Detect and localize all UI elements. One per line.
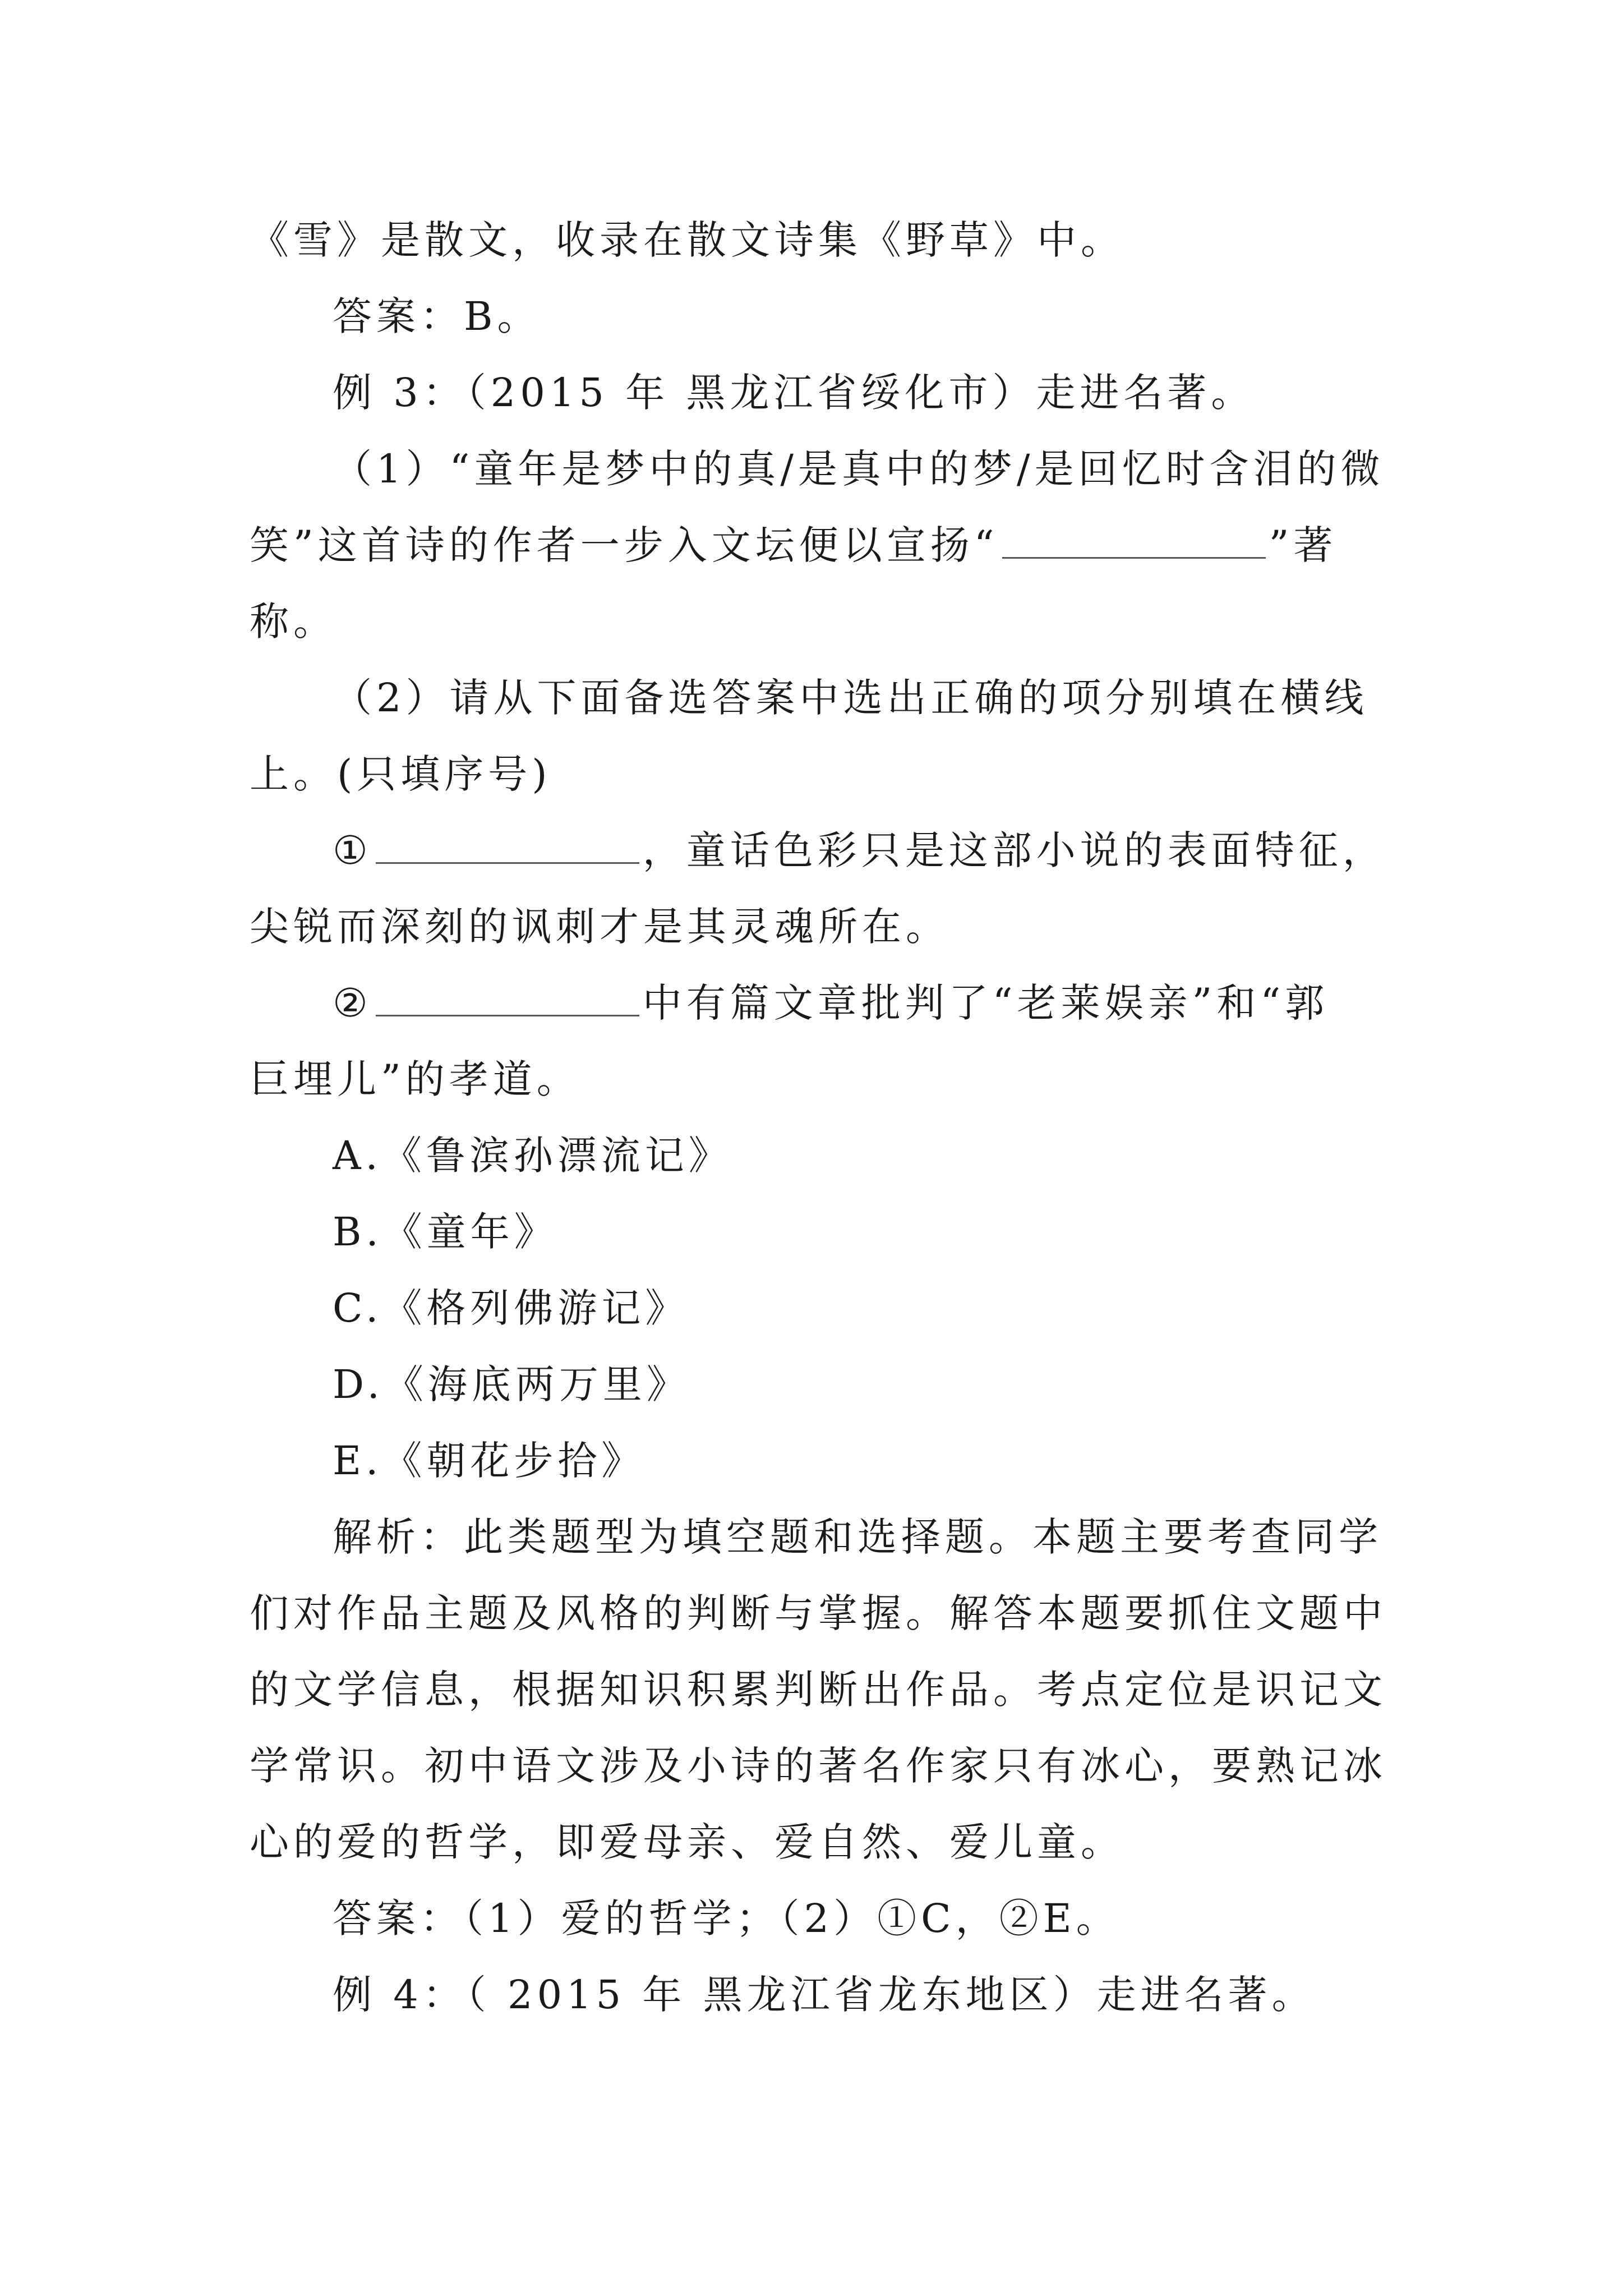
text-segment: ，童话色彩只是这部小说的表面特征， <box>642 827 1386 873</box>
answer-blank <box>376 823 639 864</box>
question-text <box>250 965 1394 1041</box>
document-body <box>250 202 1394 2033</box>
answer-blank <box>1002 518 1266 559</box>
question-text: 上。(只填序号) <box>250 751 552 797</box>
analysis-text: 心的爱的哲学，即爱母亲、爱自然、爱儿童。 <box>250 1819 1124 1865</box>
item-marker: ② <box>333 980 372 1026</box>
answer-blank <box>376 976 639 1016</box>
option-item: E.《朝花步拾》 <box>333 1438 645 1484</box>
answer-line: 答案：B。 <box>333 293 541 339</box>
answer-line: 答案：（1）爱的哲学；（2）①C，②E。 <box>333 1895 1120 1941</box>
text-segment: 笑”这首诗的作者一步入文坛便以宣扬“ <box>250 522 999 568</box>
example-heading: 例 3：（2015 年 黑龙江省绥化市）走进名著。 <box>333 370 1255 416</box>
option-item: D.《海底两万里》 <box>333 1361 690 1407</box>
question-text: 尖锐而深刻的讽刺才是其灵魂所在。 <box>250 904 949 950</box>
question-text: 称。 <box>250 599 337 645</box>
text-line: 《雪》是散文，收录在散文诗集《野草》中。 <box>250 217 1124 263</box>
question-text <box>250 507 1394 583</box>
item-marker: ① <box>333 827 372 873</box>
option-item: B.《童年》 <box>333 1209 558 1255</box>
option-item: A.《鲁滨孙漂流记》 <box>333 1133 732 1179</box>
analysis-text: 解析：此类题型为填空题和选择题。本题主要考查同学 <box>333 1514 1382 1560</box>
analysis-text: 学常识。初中语文涉及小诗的著名作家只有冰心，要熟记冰 <box>250 1743 1387 1789</box>
question-text: 巨埋儿”的孝道。 <box>250 1056 580 1102</box>
example-heading: 例 4：（ 2015 年 黑龙江省龙东地区）走进名著。 <box>333 1972 1316 2018</box>
text-segment: 中有篇文章批判了“老莱娱亲”和“郭 <box>642 980 1329 1026</box>
analysis-text: 们对作品主题及风格的判断与掌握。解答本题要抓住文题中 <box>250 1590 1387 1636</box>
analysis-text: 的文学信息，根据知识积累判断出作品。考点定位是识记文 <box>250 1667 1387 1713</box>
option-item: C.《格列佛游记》 <box>333 1285 689 1331</box>
question-text: （1）“童年是梦中的真/是真中的梦/是回忆时含泪的微 <box>333 446 1385 492</box>
question-text <box>250 812 1394 889</box>
text-segment: ”著 <box>1269 522 1338 568</box>
question-text: （2）请从下面备选答案中选出正确的项分别填在横线 <box>333 675 1368 721</box>
